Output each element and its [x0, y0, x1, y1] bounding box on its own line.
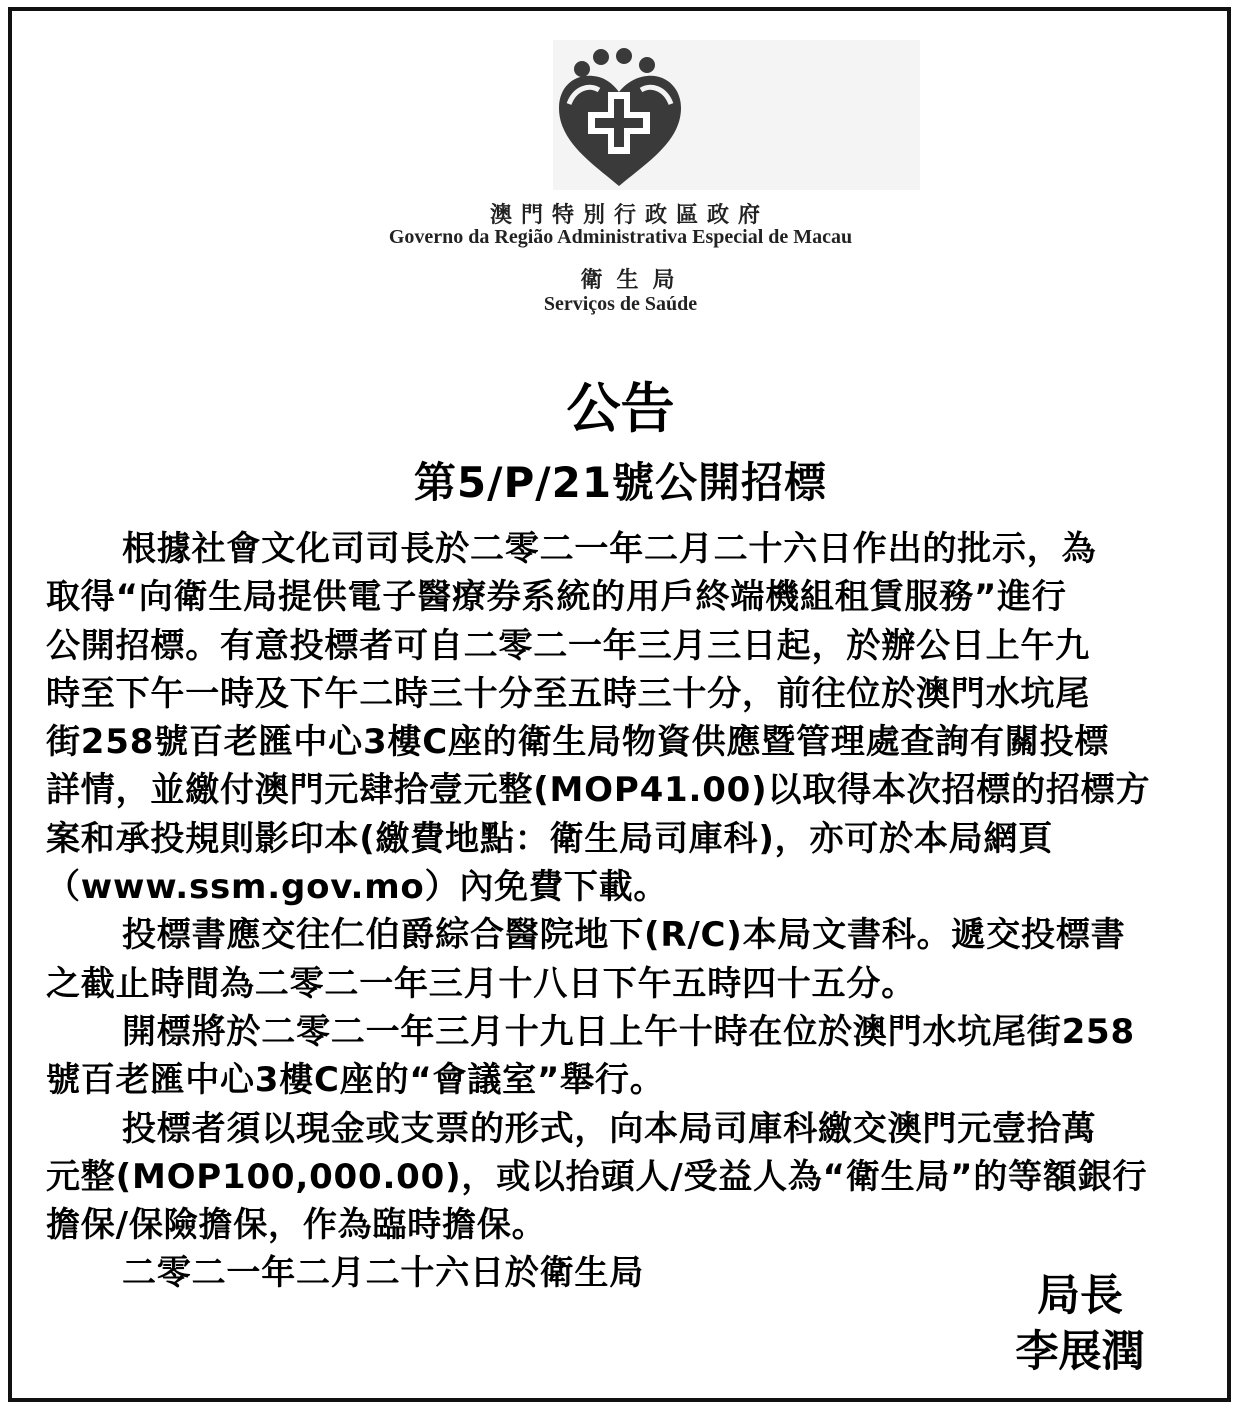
- department-name-chinese: 衛生局: [580, 267, 689, 293]
- body-line: 詳情，並繳付澳門元肆拾壹元整(MOP41.00)以取得本次招標的招標方: [46, 770, 1151, 811]
- government-name-portuguese: Governo da Região Administrativa Especial de Macau: [388, 226, 853, 248]
- body-line: （www.ssm.gov.mo）內免費下載。: [46, 867, 669, 908]
- signatory-name: 李展潤: [1015, 1327, 1145, 1377]
- date-place-line: 二零二一年二月二十六日於衛生局: [122, 1253, 644, 1294]
- government-name-chinese: 澳門特別行政區政府: [489, 202, 769, 228]
- notice-body: [46, 525, 1196, 1298]
- body-line: 根據社會文化司司長於二零二一年二月二十六日作出的批示，為: [122, 529, 1097, 569]
- body-line: 街258號百老匯中心3樓C座的衛生局物資供應暨管理處查詢有關投標: [46, 722, 1110, 763]
- body-line: 元整(MOP100,000.00)，或以抬頭人/受益人為“衛生局”的等額銀行: [46, 1156, 1148, 1197]
- notice-title: 公告: [566, 377, 675, 440]
- body-line: 投標書應交往仁伯爵綜合醫院地下(R/C)本局文書科。遞交投標書: [122, 915, 1126, 956]
- signatory-title: 局長: [1037, 1271, 1123, 1321]
- body-line: 公開招標。有意投標者可自二零二一年三月三日起，於辦公日上午九: [46, 625, 1090, 666]
- body-line: 號百老匯中心3樓C座的“會議室”舉行。: [46, 1060, 665, 1101]
- body-line: 案和承投規則影印本(繳費地點：衛生局司庫科)，亦可於本局網頁: [46, 818, 1054, 859]
- body-line: 擔保/保險擔保，作為臨時擔保。: [46, 1205, 547, 1246]
- tender-number-title: 第5/P/21號公開招標: [413, 458, 828, 507]
- body-line: 投標者須以現金或支票的形式，向本局司庫科繳交澳門元壹拾萬: [122, 1108, 1097, 1149]
- body-line: 時至下午一時及下午二時三十分至五時三十分，前往位於澳門水坑尾: [46, 673, 1090, 714]
- body-line: 取得“向衛生局提供電子醫療券系統的用戶終端機組租賃服務”進行: [46, 577, 1067, 618]
- health-services-heart-logo: [553, 46, 687, 188]
- body-line: 開標將於二零二一年三月十九日上午十時在位於澳門水坑尾街258: [122, 1011, 1135, 1052]
- department-name-portuguese: Serviços de Saúde: [543, 293, 698, 315]
- body-line: 之截止時間為二零二一年三月十八日下午五時四十五分。: [46, 963, 916, 1004]
